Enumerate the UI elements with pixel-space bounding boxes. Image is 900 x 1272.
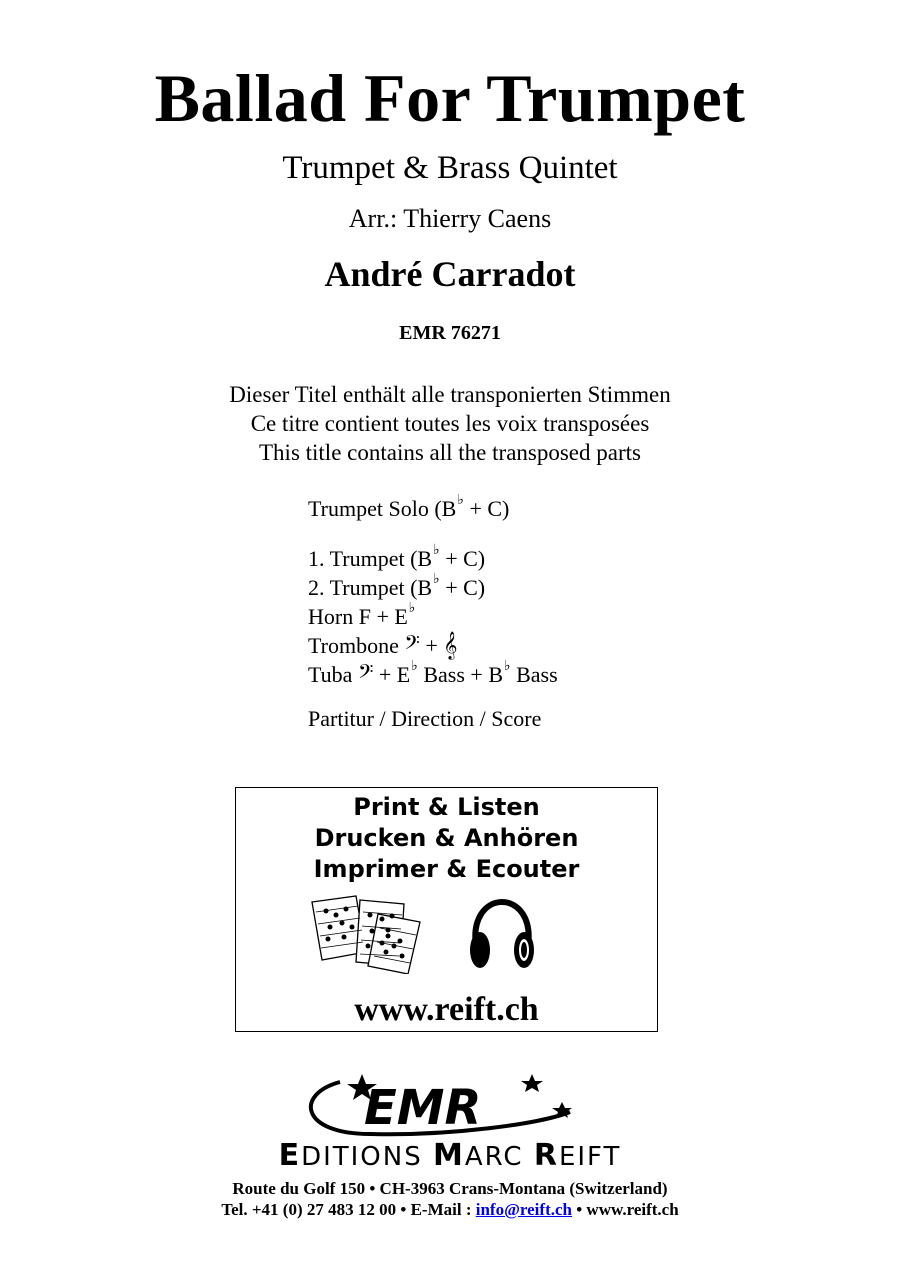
flat-symbol: ♭ — [408, 600, 416, 616]
treble-clef-icon: 𝄞 — [443, 631, 458, 659]
note-french: Ce titre contient toutes les voix transposées — [250, 411, 650, 436]
part-score: Partitur / Direction / Score — [308, 706, 542, 731]
note-english: This title contains all the transposed parts — [259, 440, 641, 465]
promo-line-french: Imprimer & Ecouter — [313, 855, 580, 883]
bass-clef-icon: 𝄢 — [404, 631, 420, 659]
sheet-music-icon — [308, 894, 423, 974]
publisher-contact: Tel. +41 (0) 27 483 12 00 • E-Mail : info@reift.ch • www.reift.ch — [221, 1200, 679, 1219]
email-link[interactable]: info@reift.ch — [475, 1200, 572, 1219]
promo-url[interactable]: www.reift.ch — [354, 991, 539, 1028]
subtitle: Trumpet & Brass Quintet — [282, 150, 618, 186]
promo-line-english: Print & Listen — [353, 793, 540, 821]
flat-symbol: ♭ — [411, 658, 418, 674]
publisher-address: Route du Golf 150 • CH-3963 Crans-Montana (Switzerland) — [232, 1179, 668, 1198]
part-trumpet-2: 2. Trumpet (B♭ + C) — [308, 571, 486, 600]
part-trombone: Trombone 𝄢 + 𝄞 — [308, 631, 458, 659]
part-tuba: Tuba 𝄢 + E♭ Bass + B♭ Bass — [308, 658, 558, 688]
part-trumpet-1: 1. Trumpet (B♭ + C) — [308, 542, 486, 571]
emr-logo-text: EMR — [364, 1080, 482, 1136]
flat-symbol: ♭ — [457, 492, 464, 508]
parts-list — [308, 492, 728, 734]
flat-symbol: ♭ — [504, 658, 511, 674]
part-trumpet-solo: Trumpet Solo (B♭ + C) — [308, 492, 510, 521]
note-german: Dieser Titel enthält alle transponierten Stimmen — [229, 382, 671, 407]
transposition-notes — [0, 380, 900, 467]
publisher-name: EDITIONS MARC REIFT — [278, 1138, 622, 1173]
headphones-icon — [468, 898, 536, 974]
part-horn: Horn F + E♭ — [308, 600, 416, 629]
catalog-number: EMR 76271 — [399, 322, 501, 344]
promo-line-german: Drucken & Anhören — [314, 824, 579, 852]
bass-clef-icon: 𝄢 — [357, 660, 374, 688]
emr-logo — [300, 1072, 590, 1140]
arranger: Arr.: Thierry Caens — [348, 204, 552, 233]
composer: André Carradot — [324, 254, 576, 294]
page-title: Ballad For Trumpet — [154, 60, 746, 136]
flat-symbol: ♭ — [433, 542, 440, 558]
flat-symbol: ♭ — [433, 571, 440, 587]
print-listen-box — [235, 787, 658, 1032]
